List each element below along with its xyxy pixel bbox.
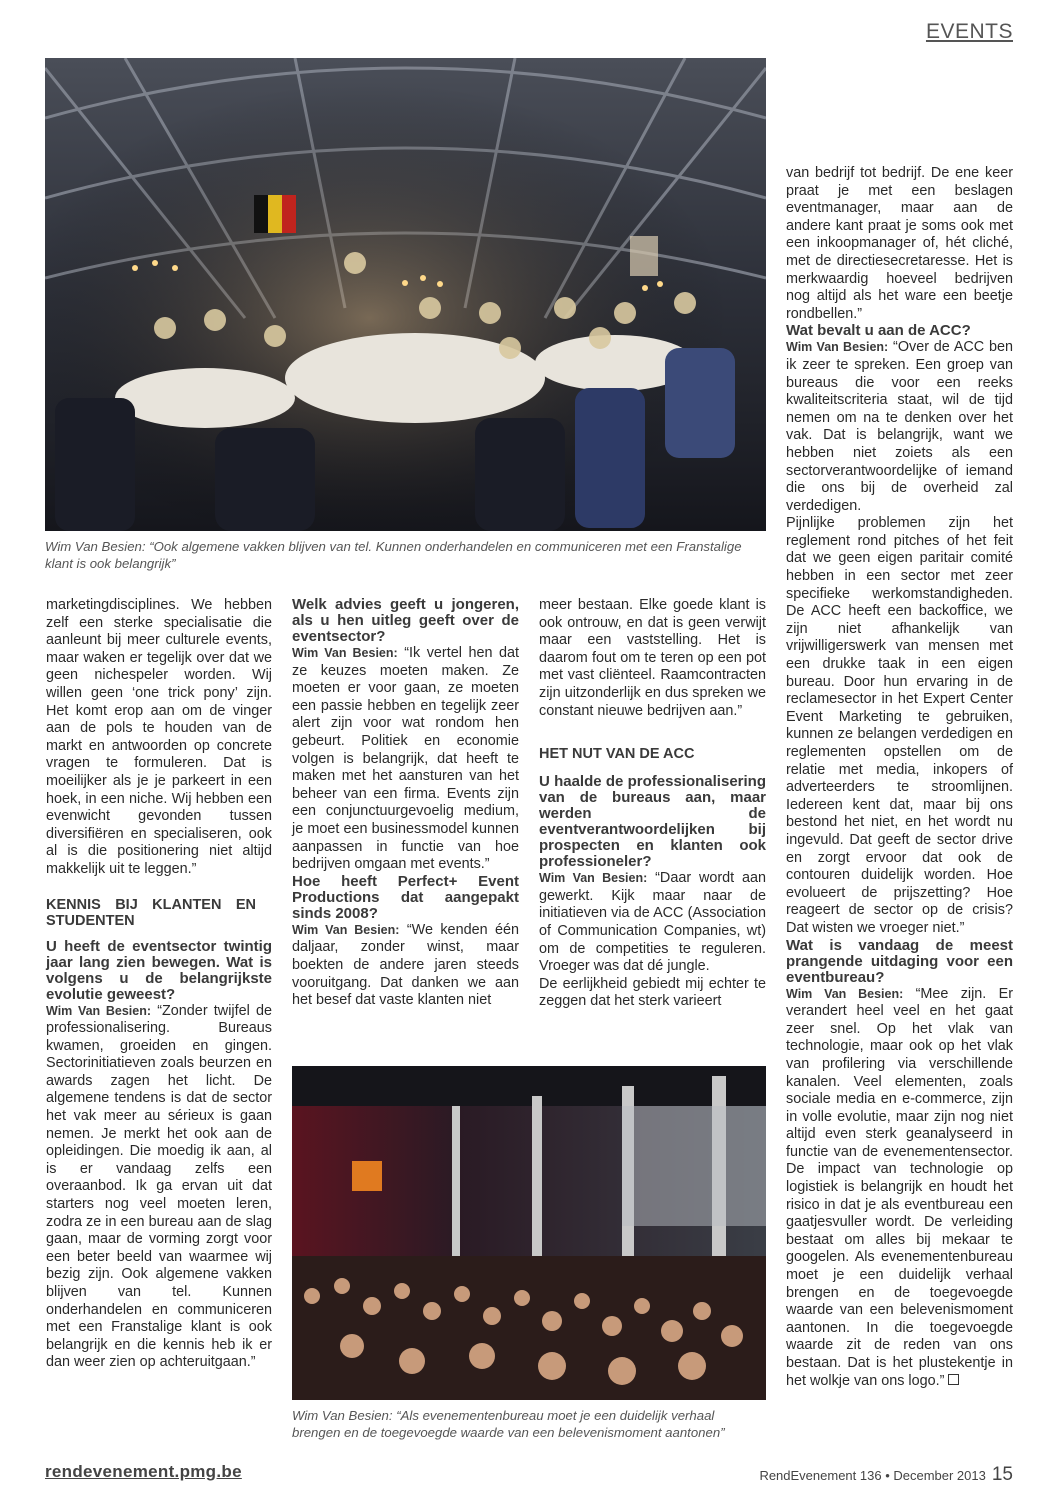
speaker-name: Wim Van Besien: xyxy=(292,646,398,660)
banquet-photo xyxy=(45,58,766,531)
photo1-caption: Wim Van Besien: “Ook algemene vakken blijven van tel. Kunnen onderhandelen en communiceren met een Franstalige klant is ook belangrijk” xyxy=(45,539,742,571)
question: Wat bevalt u aan de ACC? xyxy=(786,322,971,340)
subheading: KENNIS BIJ KLANTEN EN STUDENTEN xyxy=(46,896,256,929)
question: Welk advies geeft u jongeren, als u hen uitleg geeft over de eventsector? xyxy=(292,596,519,645)
issue-label: RendEvenement 136 • December 2013 xyxy=(759,1468,986,1483)
question: Hoe heeft Perfect+ Event Productions dat aangepakt sinds 2008? xyxy=(292,872,519,922)
speaker-name: Wim Van Besien: xyxy=(292,922,400,937)
column-2 xyxy=(292,597,519,1010)
paragraph: Pijnlijke problemen zijn het reglement rond pitches of het feit dat we geen eigen paritair comité hebben in een sector met zeer specifieke werkomstandigheden. De ACC heeft een backoffice, we zijn niet afhankelijk van vrijwilligerswerk van mensen met een drukke taak in een eigen bureau. Door hun ervaring in de reclamesector in het Expert Center Event Marketing te gebruiken, kunnen ze belangen verdedigen en reglementen opstellen om de relatie met media, inkopers of adverteerders te stroomlijnen. Iedereen kent dat, maar bij ons bestond het niet, en het wordt nu ingevuld. Dat geeft de sector drive en zorgt ervoor dat ook de contouren duidelijk worden. Hoe evolueert de prijszetting? Hoe reageert de sector op de crisis? Dat wisten we vroeger niet.” xyxy=(786,515,1013,936)
speaker-name: Wim Van Besien: xyxy=(539,871,648,886)
paragraph: meer bestaan. Elke goede klant is ook ontrouw, en dat is geen verwijt maar een vaststelling. Het is daarom fout om te teren op een pot met vast cliënteel. Raamcontracten zijn uitzonderlijk en dus spreken we constant nieuwe bedrijven aan.” xyxy=(539,597,766,719)
photo2-caption: Wim Van Besien: “Als evenementenbureau moet je een duidelijk verhaal brengen en de toegevoegde waarde van een belevenismoment aantonen” xyxy=(292,1408,725,1440)
answer-text: “Over de ACC ben ik zeer te spreken. Een groep van bureaus die voor een reeks kwaliteitscriteria staat, wil de tijd nemen om na te denken over het vak. Dat is belangrijk, want we hebben niet zoiets als een sectorverantwoordelijke of iemand die ons bij de overheid zal verdedigen. xyxy=(786,339,1014,514)
banquet-photo-illustration xyxy=(45,58,766,531)
footer-issue xyxy=(759,1464,1013,1486)
website-link[interactable]: rendevenement.pmg.be xyxy=(45,1462,242,1481)
page-number: 15 xyxy=(991,1464,1013,1485)
answer xyxy=(46,1003,272,1372)
answer-text: “Daar wordt aan gewerkt. Kijk maar naar de initiatieven via de ACC (Association of Communication Companies, wt) om de competities te reguleren. Vroeger was dat dé jungle. xyxy=(539,870,766,975)
speaker-name: Wim Van Besien: xyxy=(786,340,889,355)
paragraph: van bedrijf tot bedrijf. De ene keer praat je met een beslagen eventmanager, maar aan de andere kant praat je soms ook met een inkoopmanager of, hét cliché, met de directiesecretaresse. Het is merkwaardig hoeveel bedrijven nog altijd als het ware een beetje rondbellen.” xyxy=(786,165,1013,322)
question: U haalde de professionalisering van de bureaus aan, maar werden de eventverantwoordelijken bij prospecten en klanten ook professioneler? xyxy=(539,773,766,871)
answer xyxy=(539,870,766,976)
paragraph: De eerlijkheid gebiedt mij echter te zeggen dat het sterk varieert xyxy=(539,975,766,1010)
answer xyxy=(786,339,1013,515)
answer xyxy=(292,645,519,874)
subheading: HET NUT VAN DE ACC xyxy=(539,746,695,763)
answer xyxy=(786,986,1013,1391)
answer-text: “Mee zijn. Er verandert heel veel en het gaat zeer snel. Op het vlak van technologie, maar ook op het vlak van profilering via verschillende kanalen. Veel elementen, zoals sociale media en e-commerce, zijn in volle evolutie, maar zijn nog niet altijd even sterk geanalyseerd in functie van de evenementensector. De impact van technologie op logistiek is belangrijk en houdt het risico in dat je als eventbureau een gaatjesvuller wordt. De verleiding bestaat om alles bij mekaar te googelen. Als evenementenbureau moet je een duidelijk verhaal brengen en de toegevoegde waarde van een belevenismoment aantonen. In die toegevoegde waarde zit de reden van ons bestaan. Dat is het plustekentje in het wolkje van ons logo.” xyxy=(786,985,1014,1389)
answer-text: “We kenden één daljaar, zonder winst, maar boekten de andere jaren steeds vooruitgang. Dat danken we aan het besef dat vaste klanten niet xyxy=(292,921,519,1009)
column-1 xyxy=(46,597,272,1372)
question: Wat is vandaag de meest prangende uitdaging voor een eventbureau? xyxy=(786,936,1013,986)
question: U heeft de eventsector twintig jaar lang zien bewegen. Wat is volgens u de belangrijkste evolutie geweest? xyxy=(46,937,272,1003)
answer-text: “Ik vertel hen dat ze keuzes moeten maken. Ze moeten er voor gaan, ze moeten een passie hebben en tegelijk zeer alert zijn voor wat rondom hen gebeurt. Politiek en economie volgen is belangrijk, dat heeft te maken met het aansturen van het beheer van een firma. Events zijn een conjunctuurgevoelig medium, je moet een businessmodel kunnen aanpassen in functie van hoe bedrijven omgaan met events.” xyxy=(292,645,519,873)
column-3 xyxy=(539,597,766,1011)
end-mark-icon xyxy=(948,1374,959,1385)
speaker-name: Wim Van Besien: xyxy=(786,986,904,1001)
speaker-name: Wim Van Besien: xyxy=(46,1003,152,1018)
answer-text: “Zonder twijfel de professionalisering. Bureaus kwamen, groeiden en gingen. Sectorinitiatieven zoals beurzen en awards zagen het licht. De algemene tendens is dat de sector het vak meer au sérieux is gaan nemen. Je merkt het ook aan de opleidingen. Die moedig ik aan, al is er vandaag zelfs een overaanbod. Ik ga ervan uit dat starters nog veel moeten leren, zodra ze in een bureau aan de slag gaan, maar de vorming zorgt voor een beter beeld van waarmee wij bezig zijn. Ook algemene vakken blijven van tel. Kunnen onderhandelen en communiceren met een Franstalige klant is ook belangrijk en die kennis heb ik er dan weer zien op achteruitgaan.” xyxy=(46,1002,272,1371)
paragraph: marketingdisciplines. We hebben zelf een sterke specialisatie die aanleunt bij meer culturele events, maar waken er tegelijk over dat we geen nichespeler worden. Wij willen geen ‘one trick pony’ zijn. Het komt erop aan om de vinger aan de pols te houden van de markt en antwoorden op concrete vragen te formuleren. Dat is moeilijker als je je parkeert in een hoek, in een niche. Wij hebben een evenwicht gevonden tussen diversifiëren en specialiseren, ook al is die positionering niet altijd makkelijk uit te leggen.” xyxy=(46,597,272,877)
answer xyxy=(292,922,519,1010)
section-tag: EVENTS xyxy=(925,20,1013,43)
column-4 xyxy=(786,165,1013,1390)
crowd-photo xyxy=(292,1066,766,1400)
crowd-photo-illustration xyxy=(292,1066,766,1400)
